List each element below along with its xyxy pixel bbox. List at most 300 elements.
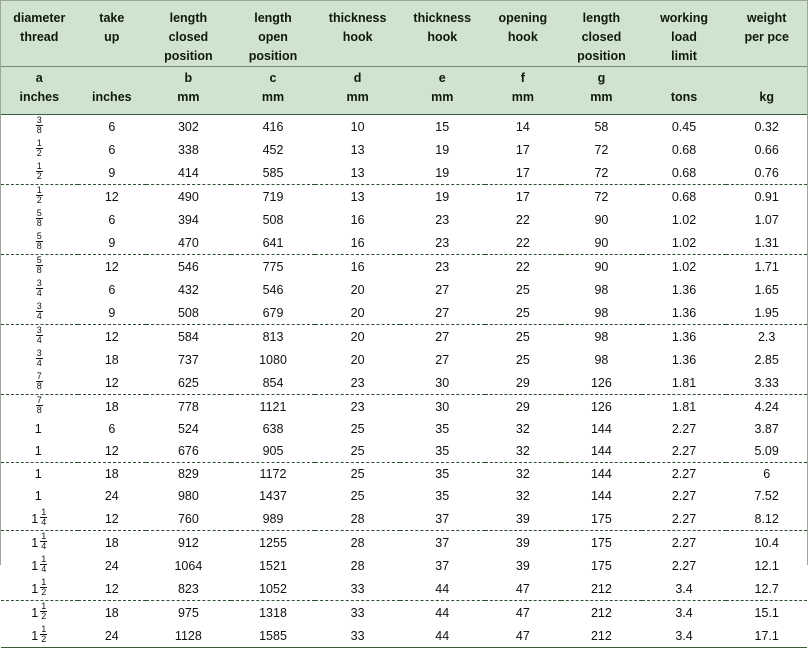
- cell-length-closed: 524: [146, 418, 231, 440]
- cell-length-open: 1255: [231, 531, 316, 555]
- cell-length-closed: 625: [146, 371, 231, 395]
- cell-length-closed-g: 90: [561, 255, 642, 279]
- cell-thickness-hook-d: 28: [315, 507, 400, 531]
- header-unit-mm-d: mm: [315, 88, 400, 115]
- cell-thickness-hook-e: 44: [400, 601, 485, 625]
- cell-diameter-thread: [1, 577, 78, 601]
- header-line: hook: [342, 30, 373, 44]
- thread-whole-number: 1: [31, 605, 39, 620]
- cell-take-up: 9: [78, 301, 147, 325]
- table-header: [1, 1, 807, 115]
- cell-length-closed-g: 72: [561, 161, 642, 185]
- cell-length-closed-g: 90: [561, 231, 642, 255]
- cell-thickness-hook-e: 23: [400, 255, 485, 279]
- thread-whole-number: 1: [31, 558, 39, 573]
- cell-length-open: 546: [231, 278, 316, 301]
- cell-length-closed-g: 72: [561, 138, 642, 161]
- cell-take-up: 18: [78, 601, 147, 625]
- cell-length-closed-g: 126: [561, 395, 642, 419]
- cell-weight-per-pce: 1.71: [726, 255, 807, 279]
- header-letter-blank-3: [726, 67, 807, 89]
- cell-thickness-hook-e: 27: [400, 348, 485, 371]
- cell-working-load-limit: 1.02: [642, 208, 727, 231]
- cell-working-load-limit: 3.4: [642, 577, 727, 601]
- header-letter-c: c: [231, 67, 316, 89]
- cell-length-open: 905: [231, 440, 316, 463]
- cell-length-open: 1121: [231, 395, 316, 419]
- cell-diameter-thread: [1, 507, 78, 531]
- cell-thickness-hook-d: 20: [315, 301, 400, 325]
- cell-diameter-thread: [1, 301, 78, 325]
- cell-length-closed: 676: [146, 440, 231, 463]
- thread-fraction: $\frac{3}{8}$: [36, 115, 42, 135]
- header-unit-tons: tons: [642, 88, 727, 115]
- cell-thickness-hook-e: 27: [400, 325, 485, 349]
- cell-length-open: 1521: [231, 554, 316, 577]
- thread-fraction: $\frac{1}{2}$: [41, 601, 47, 621]
- table-row: [1, 531, 807, 555]
- thread-fraction: $\frac{1}{4}$: [41, 554, 47, 574]
- cell-length-closed-g: 212: [561, 624, 642, 648]
- header-line: position: [248, 49, 298, 63]
- cell-weight-per-pce: 8.12: [726, 507, 807, 531]
- cell-length-closed: 778: [146, 395, 231, 419]
- header-letter-blank-2: [642, 67, 727, 89]
- cell-opening-hook: 25: [485, 348, 562, 371]
- cell-thickness-hook-d: 28: [315, 531, 400, 555]
- cell-length-open: 585: [231, 161, 316, 185]
- cell-thickness-hook-d: 25: [315, 440, 400, 463]
- header-line: length: [169, 11, 208, 25]
- cell-length-closed-g: 144: [561, 418, 642, 440]
- cell-thickness-hook-d: 25: [315, 463, 400, 486]
- cell-opening-hook: 32: [485, 463, 562, 486]
- cell-opening-hook: 25: [485, 301, 562, 325]
- cell-thickness-hook-e: 44: [400, 624, 485, 648]
- cell-thickness-hook-e: 35: [400, 418, 485, 440]
- thread-fraction: $\frac{1}{2}$: [36, 161, 42, 181]
- cell-diameter-thread: [1, 418, 78, 440]
- thread-fraction: $\frac{5}{8}$: [36, 231, 42, 251]
- cell-working-load-limit: 1.36: [642, 301, 727, 325]
- cell-length-closed: 584: [146, 325, 231, 349]
- cell-length-closed-g: 90: [561, 208, 642, 231]
- cell-opening-hook: 32: [485, 440, 562, 463]
- header-line: limit: [671, 49, 697, 63]
- header-line: length: [582, 11, 621, 25]
- header-cell-length-closed-g: [561, 1, 642, 67]
- cell-length-closed: 829: [146, 463, 231, 486]
- cell-take-up: 9: [78, 161, 147, 185]
- header-letter-blank-1: [78, 67, 147, 89]
- specification-table: [1, 1, 807, 648]
- thread-fraction: $\frac{7}{8}$: [36, 371, 42, 391]
- cell-opening-hook: 39: [485, 554, 562, 577]
- header-line: diameter: [13, 11, 66, 25]
- cell-length-closed-g: 175: [561, 531, 642, 555]
- cell-length-closed-g: 175: [561, 507, 642, 531]
- table-row: [1, 601, 807, 625]
- cell-length-open: 1080: [231, 348, 316, 371]
- cell-thickness-hook-e: 30: [400, 371, 485, 395]
- cell-opening-hook: 25: [485, 325, 562, 349]
- header-line: per pce: [744, 30, 789, 44]
- cell-length-closed: 470: [146, 231, 231, 255]
- table-row: [1, 395, 807, 419]
- table-row: [1, 485, 807, 507]
- cell-thickness-hook-d: 23: [315, 371, 400, 395]
- thread-fraction: $\frac{1}{4}$: [41, 507, 47, 527]
- cell-thickness-hook-d: 33: [315, 624, 400, 648]
- cell-length-closed: 432: [146, 278, 231, 301]
- cell-take-up: 6: [78, 208, 147, 231]
- cell-length-open: 813: [231, 325, 316, 349]
- cell-length-closed-g: 58: [561, 115, 642, 139]
- header-cell-opening-hook: [485, 1, 562, 67]
- cell-length-open: 416: [231, 115, 316, 139]
- header-unit-row: [1, 88, 807, 115]
- cell-thickness-hook-e: 35: [400, 485, 485, 507]
- cell-thickness-hook-d: 13: [315, 185, 400, 209]
- cell-opening-hook: 17: [485, 161, 562, 185]
- cell-take-up: 12: [78, 371, 147, 395]
- cell-take-up: 18: [78, 463, 147, 486]
- cell-length-closed-g: 144: [561, 463, 642, 486]
- thread-fraction: $\frac{1}{4}$: [41, 531, 47, 551]
- table-row: [1, 138, 807, 161]
- cell-thickness-hook-d: 23: [315, 395, 400, 419]
- thread-fraction: $\frac{3}{4}$: [36, 325, 42, 345]
- header-line: working: [660, 11, 708, 25]
- header-letter-f: f: [485, 67, 562, 89]
- table-row: [1, 440, 807, 463]
- cell-thickness-hook-e: 23: [400, 208, 485, 231]
- cell-thickness-hook-e: 15: [400, 115, 485, 139]
- header-line: up: [104, 30, 120, 44]
- header-line: open: [258, 30, 288, 44]
- cell-weight-per-pce: 10.4: [726, 531, 807, 555]
- cell-weight-per-pce: 1.95: [726, 301, 807, 325]
- cell-thickness-hook-d: 16: [315, 208, 400, 231]
- cell-length-closed-g: 212: [561, 601, 642, 625]
- header-line: thickness: [413, 11, 472, 25]
- thread-fraction: $\frac{5}{8}$: [36, 255, 42, 275]
- cell-working-load-limit: 2.27: [642, 440, 727, 463]
- header-unit-inches-takeup: inches: [78, 88, 147, 115]
- cell-thickness-hook-e: 35: [400, 463, 485, 486]
- cell-thickness-hook-e: 27: [400, 278, 485, 301]
- thread-fraction: $\frac{1}{2}$: [36, 185, 42, 205]
- cell-working-load-limit: 2.27: [642, 531, 727, 555]
- header-cell-length-open: [231, 1, 316, 67]
- cell-length-open: 775: [231, 255, 316, 279]
- cell-working-load-limit: 1.36: [642, 348, 727, 371]
- cell-take-up: 12: [78, 255, 147, 279]
- cell-take-up: 6: [78, 115, 147, 139]
- thread-whole-number: 1: [31, 511, 39, 526]
- cell-opening-hook: 22: [485, 255, 562, 279]
- cell-opening-hook: 47: [485, 601, 562, 625]
- cell-length-closed: 760: [146, 507, 231, 531]
- cell-opening-hook: 25: [485, 278, 562, 301]
- cell-weight-per-pce: 0.32: [726, 115, 807, 139]
- cell-length-open: 641: [231, 231, 316, 255]
- cell-opening-hook: 39: [485, 531, 562, 555]
- header-letter-d: d: [315, 67, 400, 89]
- cell-thickness-hook-d: 13: [315, 161, 400, 185]
- header-cell-thickness-hook-e: [400, 1, 485, 67]
- cell-take-up: 6: [78, 278, 147, 301]
- cell-take-up: 12: [78, 577, 147, 601]
- cell-diameter-thread: [1, 325, 78, 349]
- thread-whole-number: 1: [34, 422, 42, 437]
- thread-fraction: $\frac{1}{2}$: [41, 577, 47, 597]
- table-row: [1, 463, 807, 486]
- header-line: length: [254, 11, 292, 25]
- cell-diameter-thread: [1, 185, 78, 209]
- cell-take-up: 18: [78, 348, 147, 371]
- cell-opening-hook: 39: [485, 507, 562, 531]
- cell-thickness-hook-d: 20: [315, 348, 400, 371]
- cell-length-closed: 414: [146, 161, 231, 185]
- cell-working-load-limit: 2.27: [642, 418, 727, 440]
- cell-diameter-thread: [1, 115, 78, 139]
- cell-length-closed-g: 212: [561, 577, 642, 601]
- cell-opening-hook: 17: [485, 138, 562, 161]
- cell-thickness-hook-d: 20: [315, 278, 400, 301]
- cell-thickness-hook-d: 16: [315, 231, 400, 255]
- table-row: [1, 255, 807, 279]
- cell-diameter-thread: [1, 371, 78, 395]
- cell-working-load-limit: 0.68: [642, 161, 727, 185]
- cell-length-closed: 1128: [146, 624, 231, 648]
- table-row: [1, 185, 807, 209]
- header-unit-mm-f: mm: [485, 88, 562, 115]
- cell-length-closed: 302: [146, 115, 231, 139]
- cell-length-closed-g: 98: [561, 348, 642, 371]
- cell-thickness-hook-d: 10: [315, 115, 400, 139]
- table-row: [1, 325, 807, 349]
- cell-length-open: 1437: [231, 485, 316, 507]
- header-title-row: [1, 1, 807, 67]
- cell-length-closed-g: 98: [561, 325, 642, 349]
- cell-thickness-hook-e: 27: [400, 301, 485, 325]
- table-body: [1, 115, 807, 648]
- cell-weight-per-pce: 12.7: [726, 577, 807, 601]
- thread-fraction: $\frac{7}{8}$: [36, 395, 42, 415]
- cell-diameter-thread: [1, 485, 78, 507]
- thread-fraction: $\frac{5}{8}$: [36, 208, 42, 228]
- cell-diameter-thread: [1, 440, 78, 463]
- cell-thickness-hook-e: 19: [400, 185, 485, 209]
- cell-length-closed-g: 72: [561, 185, 642, 209]
- cell-weight-per-pce: 7.52: [726, 485, 807, 507]
- cell-weight-per-pce: 0.76: [726, 161, 807, 185]
- header-line: weight: [746, 11, 787, 25]
- cell-length-closed: 508: [146, 301, 231, 325]
- cell-length-closed: 823: [146, 577, 231, 601]
- cell-diameter-thread: [1, 231, 78, 255]
- table-row: [1, 507, 807, 531]
- cell-length-closed-g: 98: [561, 301, 642, 325]
- header-line: position: [164, 49, 213, 63]
- cell-thickness-hook-e: 23: [400, 231, 485, 255]
- header-cell-diameter-thread: [1, 1, 78, 67]
- cell-thickness-hook-d: 33: [315, 601, 400, 625]
- header-line: thickness: [328, 11, 387, 25]
- cell-take-up: 24: [78, 554, 147, 577]
- cell-opening-hook: 29: [485, 371, 562, 395]
- header-cell-working-load-limit: [642, 1, 727, 67]
- cell-working-load-limit: 0.45: [642, 115, 727, 139]
- cell-length-open: 1585: [231, 624, 316, 648]
- cell-working-load-limit: 2.27: [642, 485, 727, 507]
- cell-working-load-limit: 3.4: [642, 601, 727, 625]
- thread-fraction: $\frac{3}{4}$: [36, 301, 42, 321]
- cell-thickness-hook-e: 44: [400, 577, 485, 601]
- cell-opening-hook: 29: [485, 395, 562, 419]
- table-row: [1, 231, 807, 255]
- cell-length-closed: 338: [146, 138, 231, 161]
- cell-take-up: 24: [78, 624, 147, 648]
- cell-weight-per-pce: 17.1: [726, 624, 807, 648]
- table-row: [1, 278, 807, 301]
- cell-take-up: 18: [78, 395, 147, 419]
- header-line: hook: [507, 30, 538, 44]
- table-row: [1, 624, 807, 648]
- header-line: closed: [168, 30, 209, 44]
- cell-length-closed-g: 144: [561, 440, 642, 463]
- cell-working-load-limit: 1.02: [642, 231, 727, 255]
- thread-whole-number: 1: [31, 535, 39, 550]
- header-letter-row: [1, 67, 807, 89]
- cell-diameter-thread: [1, 463, 78, 486]
- cell-take-up: 18: [78, 531, 147, 555]
- cell-length-open: 1172: [231, 463, 316, 486]
- cell-thickness-hook-d: 16: [315, 255, 400, 279]
- cell-diameter-thread: [1, 395, 78, 419]
- header-line: thread: [20, 30, 59, 44]
- cell-diameter-thread: [1, 531, 78, 555]
- cell-thickness-hook-e: 37: [400, 531, 485, 555]
- cell-weight-per-pce: 1.07: [726, 208, 807, 231]
- cell-working-load-limit: 2.27: [642, 463, 727, 486]
- cell-working-load-limit: 2.27: [642, 554, 727, 577]
- header-unit-inches-a: inches: [1, 88, 78, 115]
- header-line: opening: [498, 11, 548, 25]
- cell-opening-hook: 47: [485, 577, 562, 601]
- cell-length-closed-g: 175: [561, 554, 642, 577]
- table-row: [1, 554, 807, 577]
- cell-working-load-limit: 1.02: [642, 255, 727, 279]
- cell-take-up: 6: [78, 418, 147, 440]
- cell-weight-per-pce: 4.24: [726, 395, 807, 419]
- cell-working-load-limit: 1.36: [642, 325, 727, 349]
- thread-whole-number: 1: [31, 581, 39, 596]
- cell-length-open: 1318: [231, 601, 316, 625]
- cell-weight-per-pce: 5.09: [726, 440, 807, 463]
- table-row: [1, 371, 807, 395]
- cell-take-up: 24: [78, 485, 147, 507]
- cell-length-open: 989: [231, 507, 316, 531]
- table-row: [1, 301, 807, 325]
- cell-length-open: 679: [231, 301, 316, 325]
- cell-working-load-limit: 0.68: [642, 185, 727, 209]
- cell-length-closed: 737: [146, 348, 231, 371]
- cell-length-closed: 912: [146, 531, 231, 555]
- cell-thickness-hook-d: 13: [315, 138, 400, 161]
- cell-take-up: 9: [78, 231, 147, 255]
- cell-working-load-limit: 3.4: [642, 624, 727, 648]
- cell-diameter-thread: [1, 554, 78, 577]
- header-cell-weight: [726, 1, 807, 67]
- cell-take-up: 6: [78, 138, 147, 161]
- cell-thickness-hook-e: 19: [400, 138, 485, 161]
- cell-length-closed: 980: [146, 485, 231, 507]
- cell-length-open: 854: [231, 371, 316, 395]
- cell-length-closed: 490: [146, 185, 231, 209]
- cell-thickness-hook-d: 25: [315, 418, 400, 440]
- cell-thickness-hook-d: 28: [315, 554, 400, 577]
- cell-thickness-hook-e: 37: [400, 507, 485, 531]
- header-unit-kg: kg: [726, 88, 807, 115]
- table-row: [1, 577, 807, 601]
- header-unit-mm-g: mm: [561, 88, 642, 115]
- cell-working-load-limit: 1.81: [642, 395, 727, 419]
- cell-weight-per-pce: 15.1: [726, 601, 807, 625]
- header-line: load: [671, 30, 697, 44]
- cell-weight-per-pce: 3.33: [726, 371, 807, 395]
- table-row: [1, 348, 807, 371]
- cell-length-open: 508: [231, 208, 316, 231]
- header-line: take: [99, 11, 125, 25]
- header-letter-a: a: [1, 67, 78, 89]
- cell-length-closed: 546: [146, 255, 231, 279]
- cell-length-closed-g: 126: [561, 371, 642, 395]
- cell-opening-hook: 32: [485, 418, 562, 440]
- cell-thickness-hook-d: 25: [315, 485, 400, 507]
- table-row: [1, 208, 807, 231]
- header-line: position: [577, 49, 626, 63]
- header-unit-mm-c: mm: [231, 88, 316, 115]
- cell-working-load-limit: 2.27: [642, 507, 727, 531]
- cell-opening-hook: 32: [485, 485, 562, 507]
- cell-weight-per-pce: 6: [726, 463, 807, 486]
- thread-fraction: $\frac{1}{2}$: [36, 138, 42, 158]
- cell-diameter-thread: [1, 278, 78, 301]
- header-letter-g: g: [561, 67, 642, 89]
- header-line: hook: [427, 30, 458, 44]
- header-cell-thickness-hook-d: [315, 1, 400, 67]
- cell-diameter-thread: [1, 138, 78, 161]
- cell-thickness-hook-e: 30: [400, 395, 485, 419]
- cell-length-open: 452: [231, 138, 316, 161]
- thread-whole-number: 1: [31, 628, 39, 643]
- header-unit-mm-b: mm: [146, 88, 231, 115]
- cell-take-up: 12: [78, 185, 147, 209]
- header-cell-take-up: [78, 1, 147, 67]
- cell-diameter-thread: [1, 348, 78, 371]
- cell-opening-hook: 22: [485, 231, 562, 255]
- thread-fraction: $\frac{1}{2}$: [41, 624, 47, 644]
- cell-weight-per-pce: 0.66: [726, 138, 807, 161]
- cell-opening-hook: 17: [485, 185, 562, 209]
- header-letter-e: e: [400, 67, 485, 89]
- cell-working-load-limit: 0.68: [642, 138, 727, 161]
- cell-length-closed-g: 144: [561, 485, 642, 507]
- cell-weight-per-pce: 3.87: [726, 418, 807, 440]
- cell-working-load-limit: 1.81: [642, 371, 727, 395]
